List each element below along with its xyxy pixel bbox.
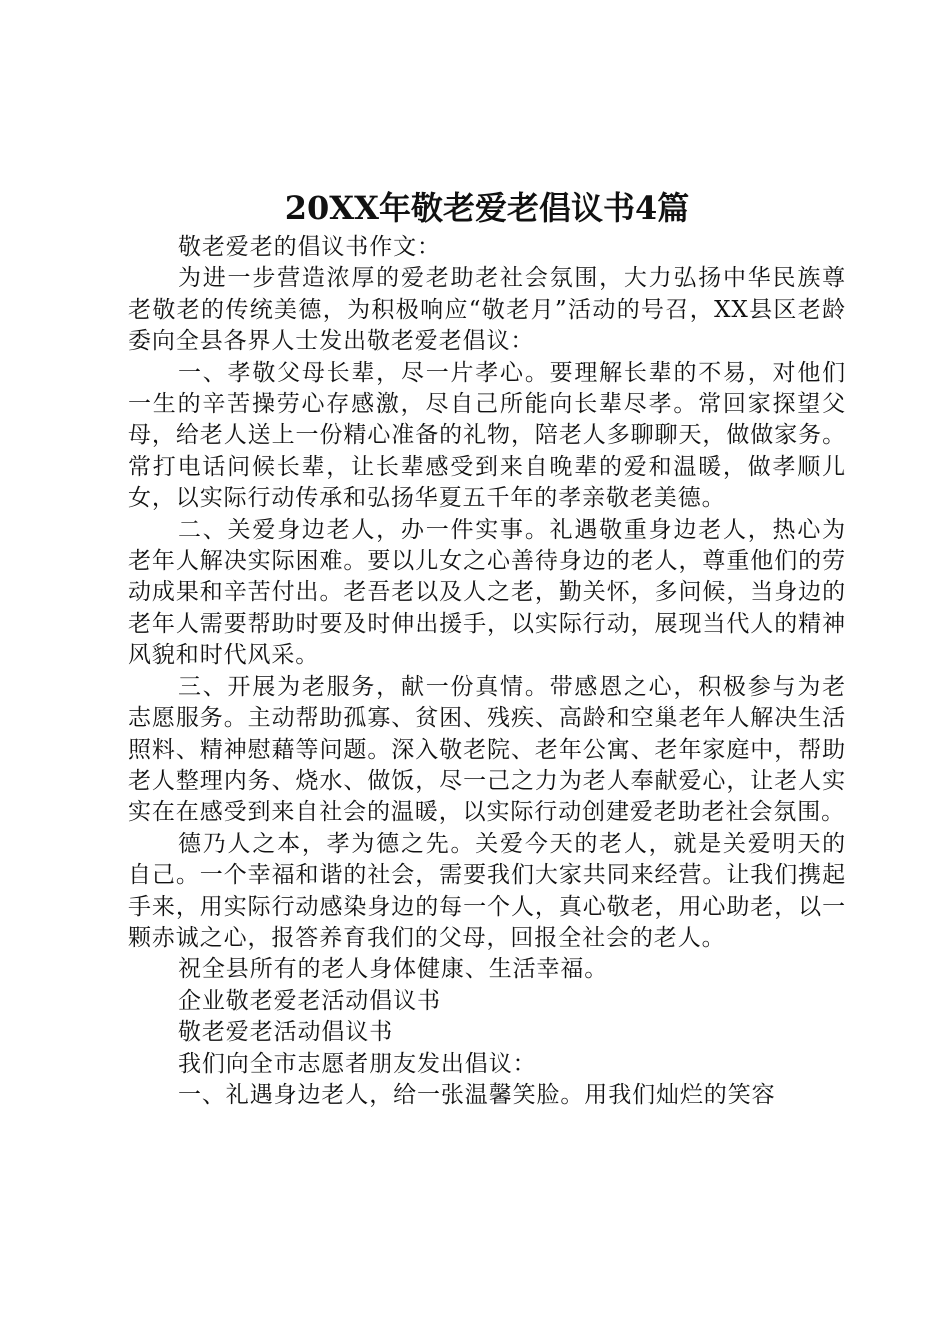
paragraph-preface: 为进一步营造浓厚的爱老助老社会氛围，大力弘扬中华民族尊老敬老的传统美德，为积极响应“敬老月”活动的号召，XX县区老龄委向全县各界人士发出敬老爱老倡议： (128, 265, 846, 355)
document-title: 20XX年敬老爱老倡议书4篇 (284, 189, 690, 227)
paragraph-item-three: 三、开展为老服务，献一份真情。带感恩之心，积极参与为老志愿服务。主动帮助孤寡、贫困、残疾、高龄和空巢老年人解决生活照料、精神慰藉等问题。深入敬老院、老年公寓、老年家庭中，帮助老人整理内务、烧水、做饭，尽一己之力为老人奉献爱心，让老人实实在在感受到来自社会的温暖，以实际行动创建爱老助老社会氛围。 (128, 673, 846, 826)
paragraph-appeal-item-one: 一、礼遇身边老人，给一张温馨笑脸。用我们灿烂的笑容 (178, 1081, 776, 1108)
paragraph-subtitle-enterprise: 企业敬老爱老活动倡议书 (178, 987, 441, 1014)
paragraph-intro: 敬老爱老的倡议书作文： (178, 234, 441, 260)
document-page (128, 186, 846, 1111)
paragraph-item-one: 一、孝敬父母长辈，尽一片孝心。要理解长辈的不易，对他们一生的辛苦操劳心存感激，尽自己所能向长辈尽孝。常回家探望父母，给老人送上一份精心准备的礼物，陪老人多聊聊天，做做家务。常打电话问候长辈，让长辈感受到来自晚辈的爱和温暖，做孝顺儿女，以实际行动传承和弘扬华夏五千年的孝亲敬老美德。 (128, 359, 846, 512)
paragraph-conclusion: 德乃人之本，孝为德之先。关爱今天的老人，就是关爱明天的自己。一个幸福和谐的社会，需要我们大家共同来经营。让我们携起手来，用实际行动感染身边的每一个人，真心敬老，用心助老，以一颗赤诚之心，报答养育我们的父母，回报全社会的老人。 (128, 830, 846, 951)
paragraph-blessing: 祝全县所有的老人身体健康、生活幸福。 (178, 956, 609, 983)
paragraph-item-two: 二、关爱身边老人，办一件实事。礼遇敬重身边老人，热心为老年人解决实际困难。要以儿女之心善待身边的老人，尊重他们的劳动成果和辛苦付出。老吾老以及人之老，勤关怀，多问候，当身边的老年人需要帮助时要及时伸出援手，以实际行动，展现当代人的精神风貌和时代风采。 (128, 516, 846, 669)
paragraph-appeal: 我们向全市志愿者朋友发出倡议： (178, 1050, 537, 1077)
paragraph-subtitle-activity: 敬老爱老活动倡议书 (178, 1019, 394, 1046)
